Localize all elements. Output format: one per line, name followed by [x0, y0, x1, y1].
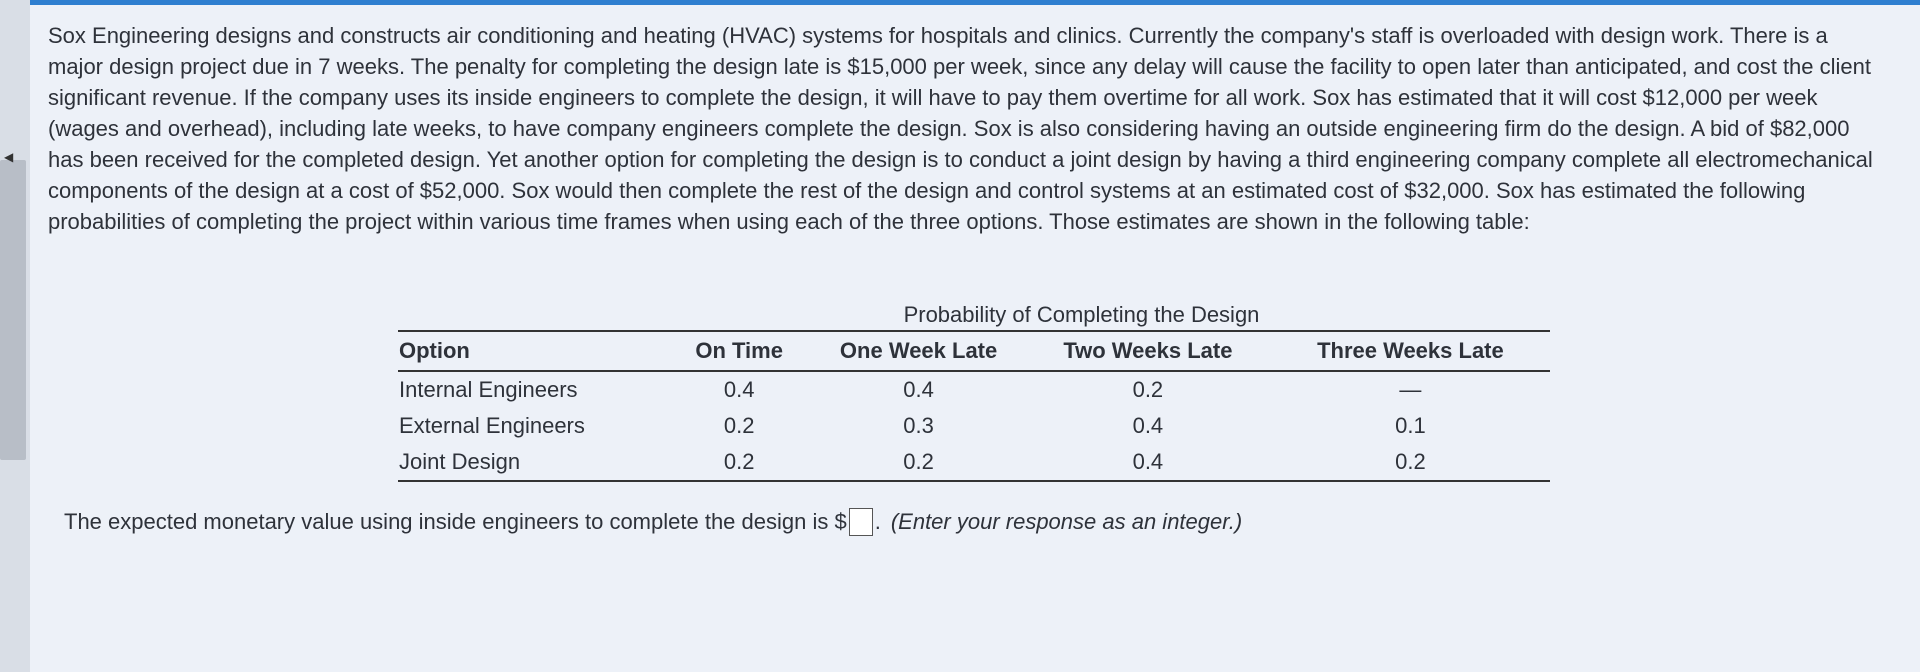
cell-value: 0.4: [1132, 413, 1164, 438]
cell-value: 0.2: [723, 413, 755, 438]
cell-value: 0.4: [1132, 449, 1164, 474]
answer-hint: (Enter your response as an integer.): [890, 509, 1243, 534]
cell-value: 0.2: [1132, 377, 1164, 402]
header-on-time: On Time: [695, 338, 783, 363]
collapse-caret-icon[interactable]: ◀: [4, 150, 14, 164]
cell-value: 0.2: [723, 449, 755, 474]
table-row: [398, 408, 1550, 444]
left-scroll-strip: [0, 0, 30, 672]
header-two-weeks-late: Two Weeks Late: [1063, 338, 1233, 363]
problem-statement: Sox Engineering designs and constructs air conditioning and heating (HVAC) systems for hospitals and clinics. Currently the company's staff is overloaded with design work. There is a major design project due in 7 weeks. The penalty for completing the design late is $15,000 per week, since any delay will cause the facility to open later than anticipated, and cost the client significant revenue. If the company uses its inside engineers to complete the design, it will have to pay them overtime for all work. Sox has estimated that it will cost $12,000 per week (wages and overhead), including late weeks, to have company engineers complete the design. Sox is also considering having an outside engineering firm do the design. A bid of $82,000 has been received for the completed design. Yet another option for completing the design is to conduct a joint design by having a third engineering company complete all electromechanical components of the design at a cost of $52,000. Sox would then complete the rest of the design and control systems at an estimated cost of $32,000. Sox has estimated the following probabilities of completing the project within various time frames when using each of the three options. Those estimates are shown in the following table:: [48, 23, 1873, 234]
row-option-label: Internal Engineers: [399, 377, 578, 402]
cell-value: 0.4: [723, 377, 755, 402]
cell-value: 0.4: [903, 377, 934, 402]
cell-value: 0.3: [903, 413, 934, 438]
cell-value: 0.2: [903, 449, 934, 474]
scrollbar-thumb[interactable]: [0, 160, 26, 460]
header-one-week-late: One Week Late: [839, 338, 998, 363]
table-group-header: Probability of Completing the Design: [903, 302, 1260, 327]
cell-value: 0.2: [1395, 449, 1426, 474]
row-option-label: Joint Design: [399, 449, 521, 474]
row-option-label: External Engineers: [399, 413, 585, 438]
question-line: [64, 508, 1242, 536]
cell-value: —: [1399, 377, 1422, 402]
table-header-row: [398, 331, 1550, 371]
table-row: [398, 371, 1550, 408]
probability-table-container: [398, 300, 1550, 482]
header-three-weeks-late: Three Weeks Late: [1317, 338, 1504, 363]
question-prefix: The expected monetary value using inside engineers to complete the design is $: [64, 509, 847, 534]
cell-value: 0.1: [1395, 413, 1426, 438]
header-option: Option: [399, 338, 470, 363]
probability-table: [398, 330, 1550, 482]
question-suffix: .: [874, 509, 881, 534]
answer-input[interactable]: [849, 508, 873, 536]
table-row: [398, 444, 1550, 481]
